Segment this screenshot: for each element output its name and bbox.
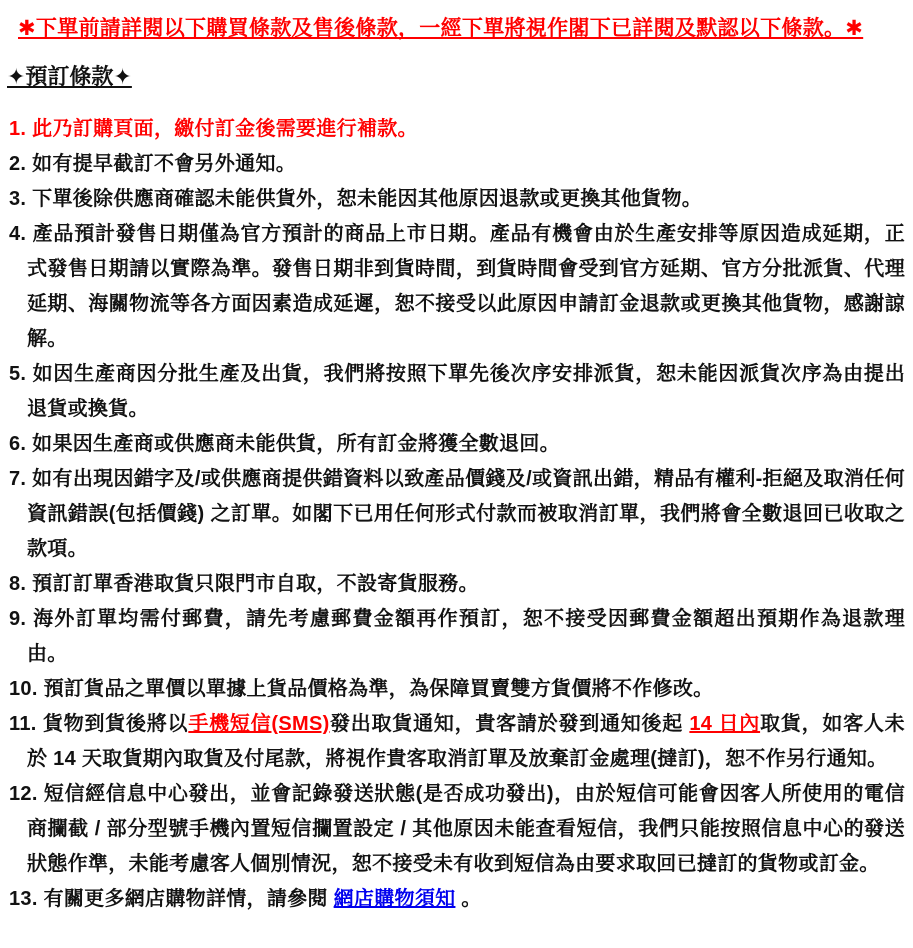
shop-guide-link[interactable]: 網店購物須知 [333, 888, 456, 910]
pre-order-notice-text: ✱下單前請詳閱以下購買條款及售後條款，一經下單將視作閣下已詳閱及默認以下條款。✱ [18, 17, 864, 40]
term-number: 12. [9, 783, 44, 805]
term-item [0, 147, 905, 182]
term-item [0, 567, 905, 602]
term-text: 海外訂單均需付郵費，請先考慮郵費金額再作預訂，恕不接受因郵費金額超出預期作為退款理由。 [27, 608, 905, 665]
term-text: 產品預計發售日期僅為官方預計的商品上市日期。產品有機會由於生產安排等原因造成延期，正式發售日期請以實際為準。發售日期非到貨時間，到貨時間會受到官方延期、官方分批派貨、代理延期、海關物流等各方面因素造成延遲，恕不接受以此原因申請訂金退款或更換其他貨物，感謝諒解。 [27, 223, 905, 350]
red-highlight-text: 手機短信(SMS) [188, 713, 330, 735]
term-text: 發出取貨通知，貴客請於發到通知後起 [329, 713, 690, 735]
term-text: 貨物到貨後將以 [42, 713, 189, 735]
terms-list [0, 112, 905, 917]
term-text: 有關更多網店購物詳情，請參閱 [43, 888, 334, 910]
term-text: 此乃訂購頁面，繳付訂金後需要進行補款。 [32, 118, 418, 140]
term-item [0, 357, 905, 427]
term-item [0, 462, 905, 567]
red-highlight-text: 14 日內 [689, 713, 761, 735]
term-number: 13. [9, 888, 44, 910]
term-item [0, 672, 905, 707]
term-number: 10. [9, 678, 44, 700]
term-text: 如因生產商因分批生產及出貨，我們將按照下單先後次序安排派貨，恕未能因派貨次序為由提出退貨或換貨。 [27, 363, 905, 420]
term-item [0, 882, 905, 917]
term-item [0, 777, 905, 882]
term-text: 預訂訂單香港取貨只限門市自取，不設寄貨服務。 [32, 573, 479, 595]
term-text: 下單後除供應商確認未能供貨外，恕未能因其他原因退款或更換其他貨物。 [32, 188, 703, 210]
term-number: 6. [9, 433, 33, 455]
term-item [0, 182, 905, 217]
term-number: 5. [9, 363, 33, 385]
term-number: 9. [9, 608, 34, 630]
term-item [0, 427, 905, 462]
term-text: 短信經信息中心發出，並會記錄發送狀態(是否成功發出)，由於短信可能會因客人所使用的電信商攔截 / 部分型號手機內置短信攔置設定 / 其他原因未能查看短信，我們只能按照信息中心的發送狀態作準，未能考慮客人個別情況，恕不接受未有收到短信為由要求取回已撻訂的貨物或訂金。 [27, 783, 905, 875]
term-item [0, 112, 905, 147]
term-text: 取貨，如客人未於 14 天取貨期內取貨及付尾款，將視作貴客取消訂單及放棄訂金處理(撻訂)，恕不作另行通知。 [27, 713, 905, 770]
term-number: 11. [9, 713, 43, 735]
term-number: 4. [9, 223, 33, 245]
term-text: 預訂貨品之單價以單據上貨品價格為準，為保障買賣雙方貨價將不作修改。 [43, 678, 714, 700]
pre-order-notice [18, 15, 905, 43]
section-heading-text: ✦預訂條款✦ [7, 64, 132, 89]
term-item [0, 217, 905, 357]
term-item [0, 602, 905, 672]
term-number: 3. [9, 188, 33, 210]
term-number: 2. [9, 153, 33, 175]
term-text: 如果因生產商或供應商未能供貨，所有訂金將獲全數退回。 [32, 433, 560, 455]
term-number: 7. [9, 468, 33, 490]
term-text: 。 [455, 888, 482, 910]
term-text: 如有提早截訂不會另外通知。 [32, 153, 297, 175]
term-text: 如有出現因錯字及/或供應商提供錯資料以致產品價錢及/或資訊出錯，精品有權利-拒絕及取消任何資訊錯誤(包括價錢) 之訂單。如閣下已用任何形式付款而被取消訂單，我們將會全數退回已收取之款項。 [27, 468, 905, 560]
section-heading [7, 62, 905, 92]
term-item [0, 707, 905, 777]
term-number: 1. [9, 118, 33, 140]
term-number: 8. [9, 573, 33, 595]
